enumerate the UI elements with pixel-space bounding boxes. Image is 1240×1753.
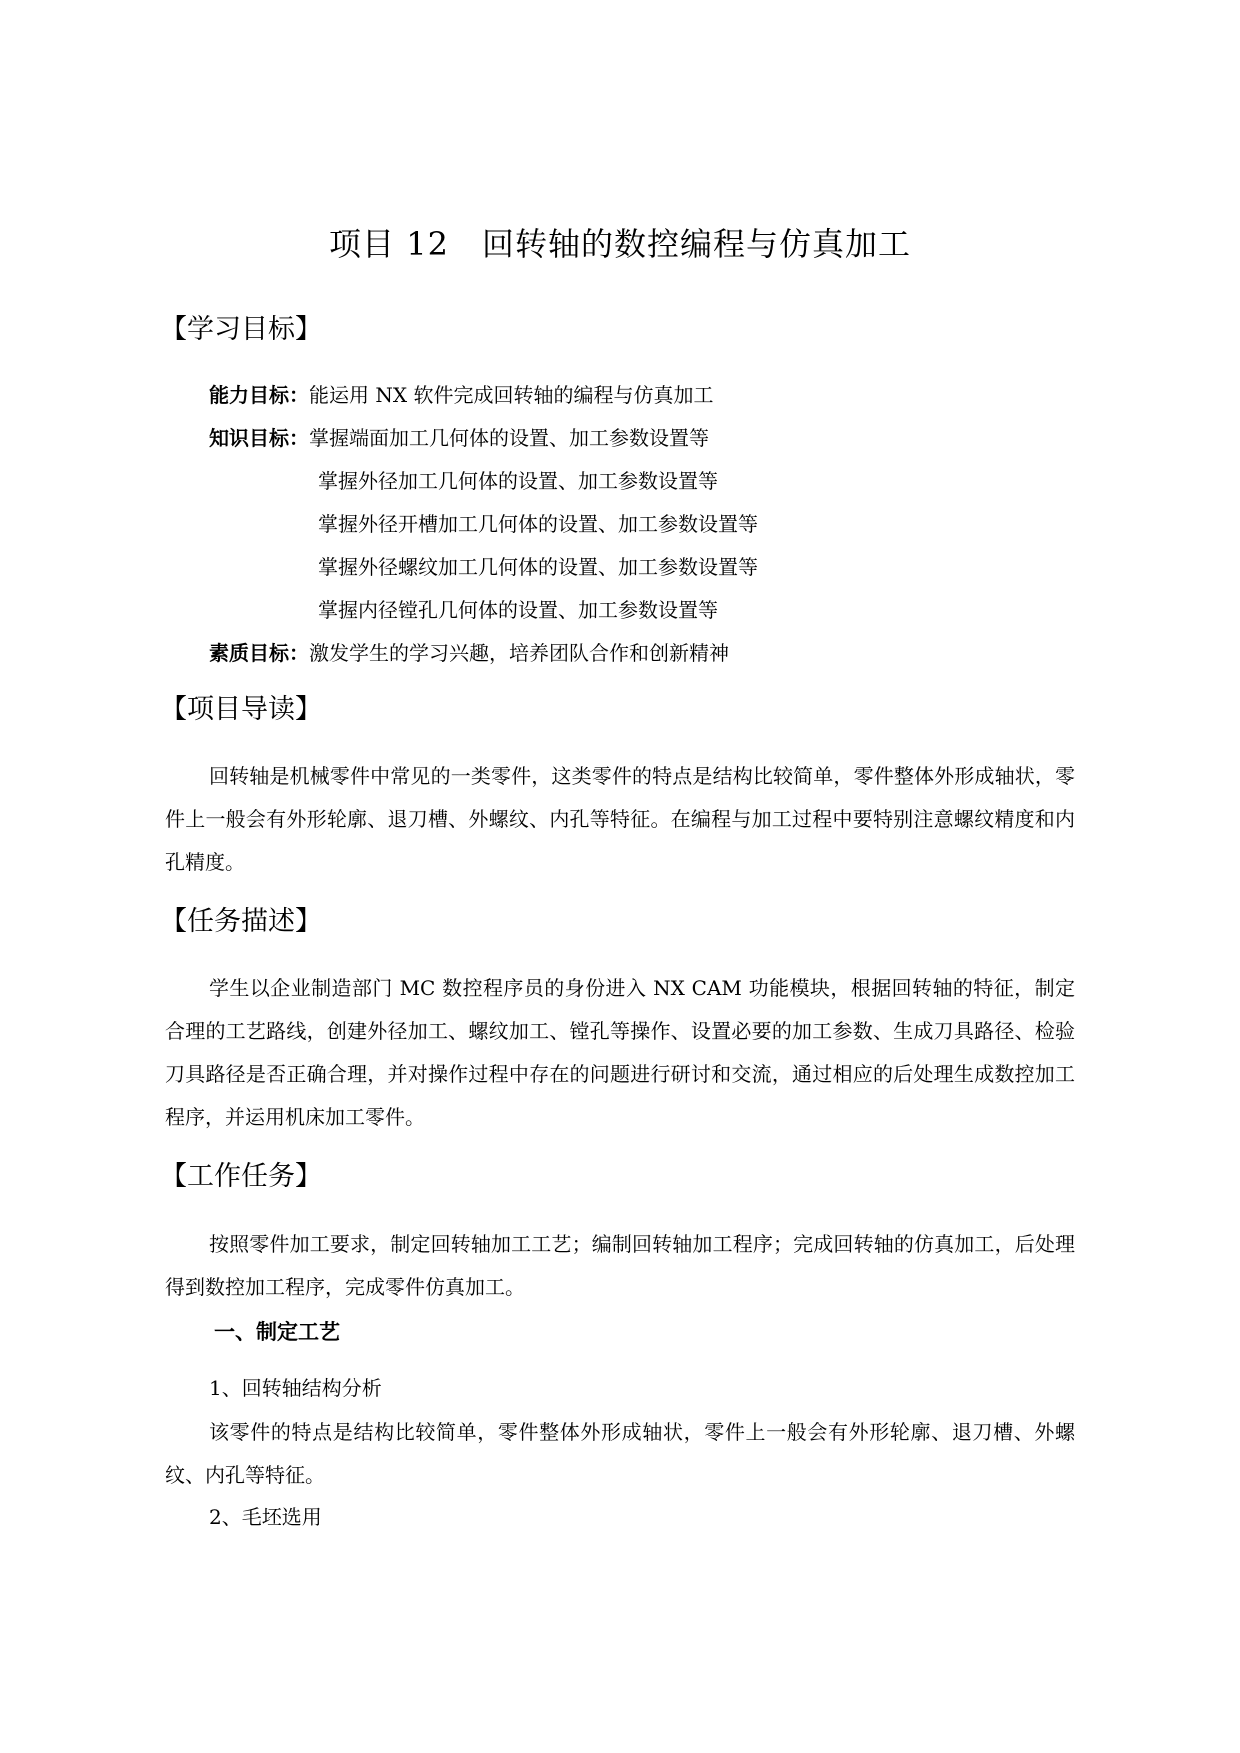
quality-goal-line	[209, 638, 729, 668]
work-task-paragraph: 按照零件加工要求，制定回转轴加工工艺；编制回转轴加工程序；完成回转轴的仿真加工，后处理得到数控加工程序，完成零件仿真加工。	[165, 1232, 1075, 1299]
knowledge-goal-line	[209, 423, 709, 453]
project-guide-paragraph: 回转轴是机械零件中常见的一类零件，这类零件的特点是结构比较简单，零件整体外形成轴状，零件上一般会有外形轮廓、退刀槽、外螺纹、内孔等特征。在编程与加工过程中要特别注意螺纹精度和内孔精度。	[165, 764, 1075, 874]
knowledge-goal-item: 掌握端面加工几何体的设置、加工参数设置等	[309, 426, 709, 450]
page-title: 项目 12 回转轴的数控编程与仿真加工	[329, 225, 911, 263]
item-1-paragraph: 该零件的特点是结构比较简单，零件整体外形成轴状，零件上一般会有外形轮廓、退刀槽、外螺纹、内孔等特征。	[165, 1420, 1075, 1487]
ability-goal-line	[209, 380, 713, 410]
project-guide-heading: 【项目导读】	[160, 694, 322, 725]
quality-goal-label: 素质目标：	[209, 641, 309, 665]
knowledge-goal-item: 掌握外径开槽加工几何体的设置、加工参数设置等	[318, 512, 758, 536]
learning-goals-heading: 【学习目标】	[160, 314, 322, 345]
knowledge-goal-item: 掌握外径加工几何体的设置、加工参数设置等	[318, 469, 718, 493]
item-1-title: 1、回转轴结构分析	[209, 1376, 382, 1400]
ability-goal-label: 能力目标：	[209, 383, 309, 407]
task-description-paragraph: 学生以企业制造部门 MC 数控程序员的身份进入 NX CAM 功能模块，根据回转轴的特征，制定合理的工艺路线，创建外径加工、螺纹加工、镗孔等操作、设置必要的加工参数、生成刀具路径、检验刀具路径是否正确合理，并对操作过程中存在的问题进行研讨和交流，通过相应的后处理生成数控加工程序，并运用机床加工零件。	[165, 976, 1075, 1129]
knowledge-goal-item: 掌握外径螺纹加工几何体的设置、加工参数设置等	[318, 555, 758, 579]
ability-goal-text: 能运用 NX 软件完成回转轴的编程与仿真加工	[309, 383, 714, 407]
item-2-title: 2、毛坯选用	[209, 1505, 322, 1529]
work-task-heading: 【工作任务】	[160, 1161, 322, 1192]
knowledge-goal-label: 知识目标：	[209, 426, 309, 450]
knowledge-goal-item: 掌握内径镗孔几何体的设置、加工参数设置等	[318, 598, 718, 622]
task-description-heading: 【任务描述】	[160, 906, 322, 937]
section-1-heading: 一、制定工艺	[214, 1320, 340, 1344]
quality-goal-text: 激发学生的学习兴趣，培养团队合作和创新精神	[309, 641, 729, 665]
